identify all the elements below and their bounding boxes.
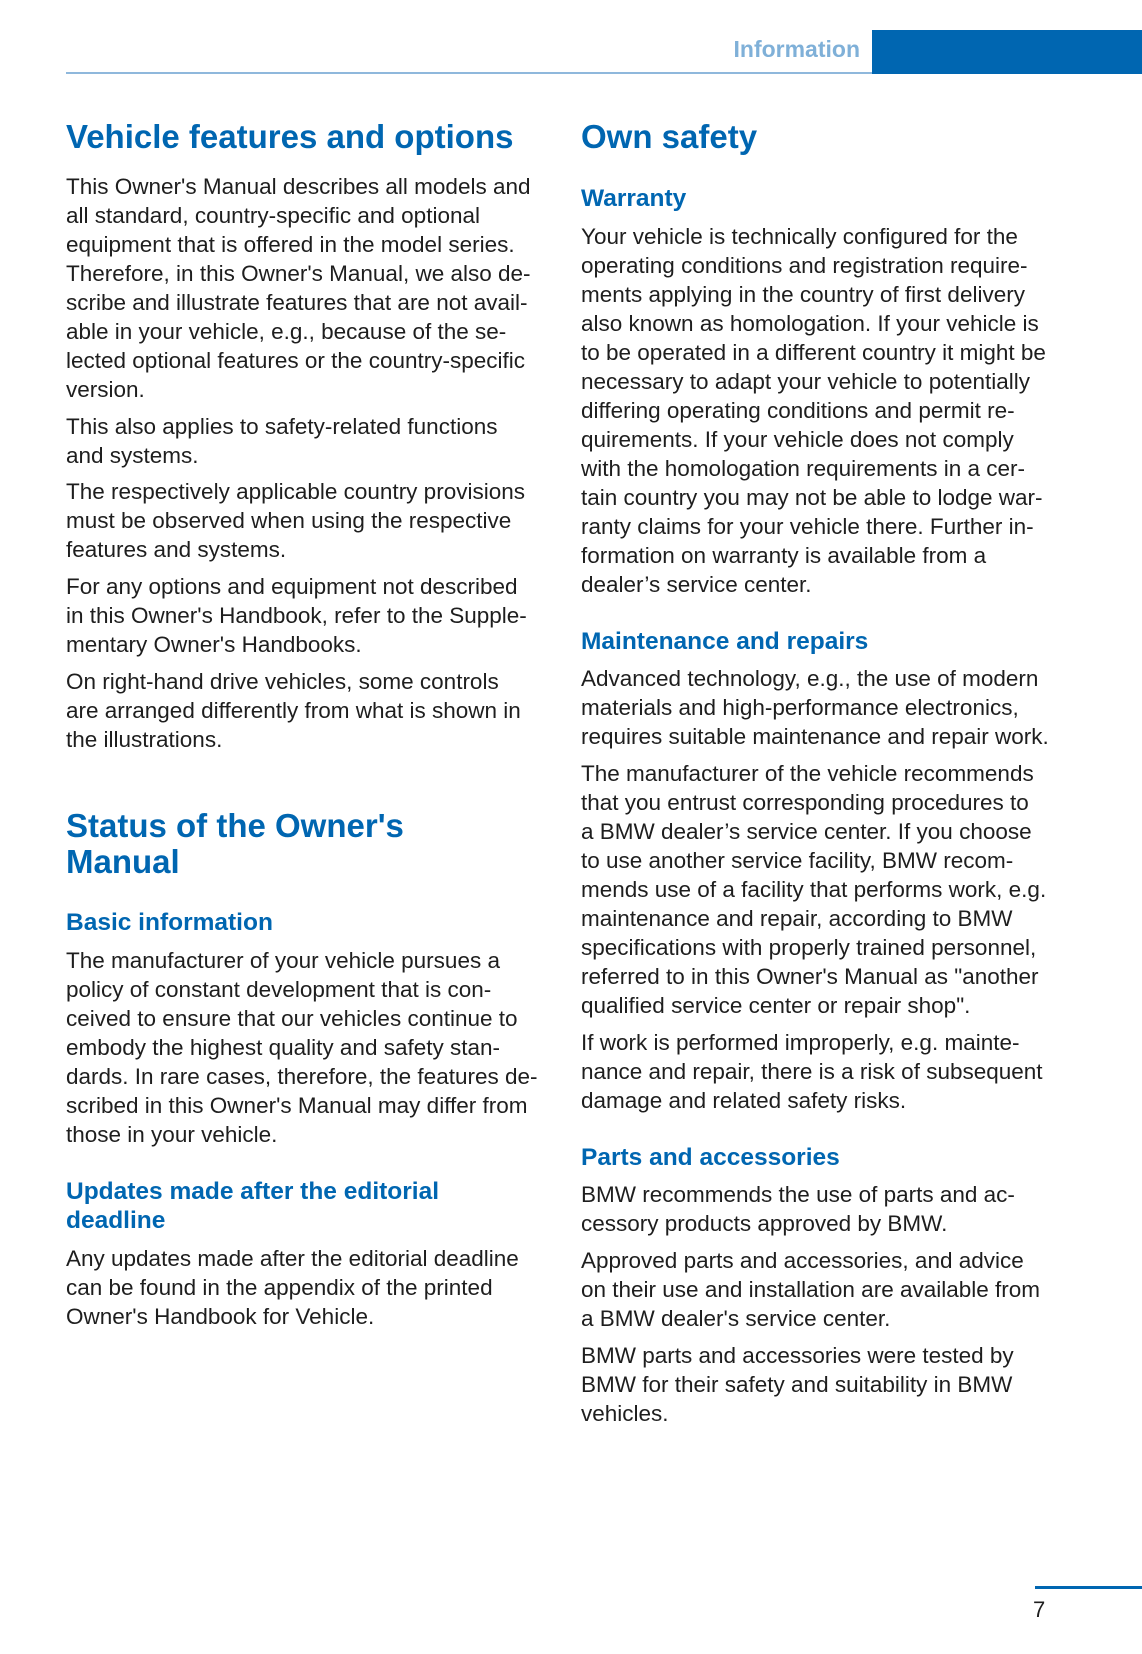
body-line: ranty claims for your vehicle there. Further in- (581, 514, 1034, 539)
body-line: specifications with properly trained personnel, (581, 935, 1037, 960)
body-line: scribe and illustrate features that are not avail- (66, 290, 528, 315)
body-line: also known as homologation. If your vehicle is (581, 311, 1039, 336)
body-line: nance and repair, there is a risk of subsequent (581, 1059, 1043, 1084)
body-line: a BMW dealer's service center. (581, 1306, 891, 1331)
body-line: can be found in the appendix of the printed (66, 1275, 493, 1300)
body-line: If work is performed improperly, e.g. mainte- (581, 1030, 1020, 1055)
body-line: quirements. If your vehicle does not comply (581, 427, 1014, 452)
body-line: The respectively applicable country provisions (66, 479, 525, 504)
body-line: that you entrust corresponding procedures to (581, 790, 1029, 815)
body-line: The manufacturer of the vehicle recommends (581, 761, 1034, 786)
body-line: mends use of a facility that performs work, e.g. (581, 877, 1047, 902)
body-line: The manufacturer of your vehicle pursues a (66, 948, 500, 973)
heading-status-owners-manual-cont: Manual (66, 843, 180, 880)
body-line: BMW parts and accessories were tested by (581, 1343, 1014, 1368)
body-line: to use another service facility, BMW recom- (581, 848, 1014, 873)
body-line: dealer’s service center. (581, 572, 812, 597)
body-line: Therefore, in this Owner's Manual, we also de- (66, 261, 531, 286)
body-line: policy of constant development that is con- (66, 977, 492, 1002)
body-line: BMW recommends the use of parts and ac- (581, 1182, 1015, 1207)
body-line: vehicles. (581, 1401, 669, 1426)
body-line: Owner's Handbook for Vehicle. (66, 1304, 375, 1329)
body-line: Advanced technology, e.g., the use of modern (581, 666, 1039, 691)
body-line: on their use and installation are available from (581, 1277, 1041, 1302)
body-line: and systems. (66, 443, 199, 468)
body-line: version. (66, 377, 145, 402)
body-line: cessory products approved by BMW. (581, 1211, 948, 1236)
header-rule (66, 72, 872, 74)
section-tab-marker (872, 30, 1142, 74)
body-line: On right-hand drive vehicles, some controls (66, 669, 499, 694)
body-line: This Owner's Manual describes all models and (66, 174, 531, 199)
subheading-updates: Updates made after the editorial (66, 1178, 440, 1205)
body-line: able in your vehicle, e.g., because of the se- (66, 319, 507, 344)
body-line: a BMW dealer’s service center. If you choose (581, 819, 1032, 844)
body-line: to be operated in a different country it might be (581, 340, 1046, 365)
heading-status-owners-manual: Status of the Owner's (66, 807, 404, 844)
body-line: maintenance and repair, according to BMW (581, 906, 1013, 931)
subheading-basic-information: Basic information (66, 909, 273, 936)
body-line: in this Owner's Handbook, refer to the Supple- (66, 603, 527, 628)
heading-own-safety: Own safety (581, 118, 758, 155)
body-line: necessary to adapt your vehicle to potentially (581, 369, 1031, 394)
body-line: with the homologation requirements in a cer- (581, 456, 1025, 481)
body-line: features and systems. (66, 537, 287, 562)
section-label: Information (733, 36, 860, 62)
body-line: embody the highest quality and safety stan- (66, 1035, 501, 1060)
subheading-warranty: Warranty (581, 185, 687, 212)
body-line: qualified service center or repair shop". (581, 993, 971, 1018)
page-number: 7 (1033, 1597, 1046, 1622)
body-line: lected optional features or the country-specific (66, 348, 525, 373)
body-line: damage and related safety risks. (581, 1088, 907, 1113)
body-line: those in your vehicle. (66, 1122, 278, 1147)
subheading-updates-cont: deadline (66, 1207, 166, 1234)
body-line: For any options and equipment not described (66, 574, 518, 599)
body-line: Any updates made after the editorial deadline (66, 1246, 519, 1271)
body-line: differing operating conditions and permit re- (581, 398, 1015, 423)
body-line: must be observed when using the respective (66, 508, 512, 533)
body-line: mentary Owner's Handbooks. (66, 632, 362, 657)
body-line: are arranged differently from what is shown in (66, 698, 521, 723)
footer-rule (1035, 1586, 1142, 1589)
body-line: Your vehicle is technically configured for the (581, 224, 1018, 249)
body-line: requires suitable maintenance and repair work. (581, 724, 1049, 749)
body-line: ments applying in the country of first delivery (581, 282, 1025, 307)
body-line: materials and high-performance electronics, (581, 695, 1019, 720)
body-line: the illustrations. (66, 727, 223, 752)
body-line: equipment that is offered in the model series. (66, 232, 515, 257)
body-line: BMW for their safety and suitability in BMW (581, 1372, 1013, 1397)
heading-vehicle-features: Vehicle features and options (66, 118, 514, 155)
body-line: operating conditions and registration require- (581, 253, 1028, 278)
body-line: ceived to ensure that our vehicles continue to (66, 1006, 518, 1031)
body-line: referred to in this Owner's Manual as "another (581, 964, 1039, 989)
body-line: all standard, country-specific and optional (66, 203, 480, 228)
subheading-parts-accessories: Parts and accessories (581, 1144, 840, 1171)
body-line: This also applies to safety-related functions (66, 414, 498, 439)
subheading-maintenance: Maintenance and repairs (581, 628, 869, 655)
body-line: Approved parts and accessories, and advice (581, 1248, 1024, 1273)
body-line: tain country you may not be able to lodge war- (581, 485, 1043, 510)
body-line: dards. In rare cases, therefore, the features de- (66, 1064, 538, 1089)
body-line: scribed in this Owner's Manual may differ from (66, 1093, 528, 1118)
body-line: formation on warranty is available from a (581, 543, 987, 568)
